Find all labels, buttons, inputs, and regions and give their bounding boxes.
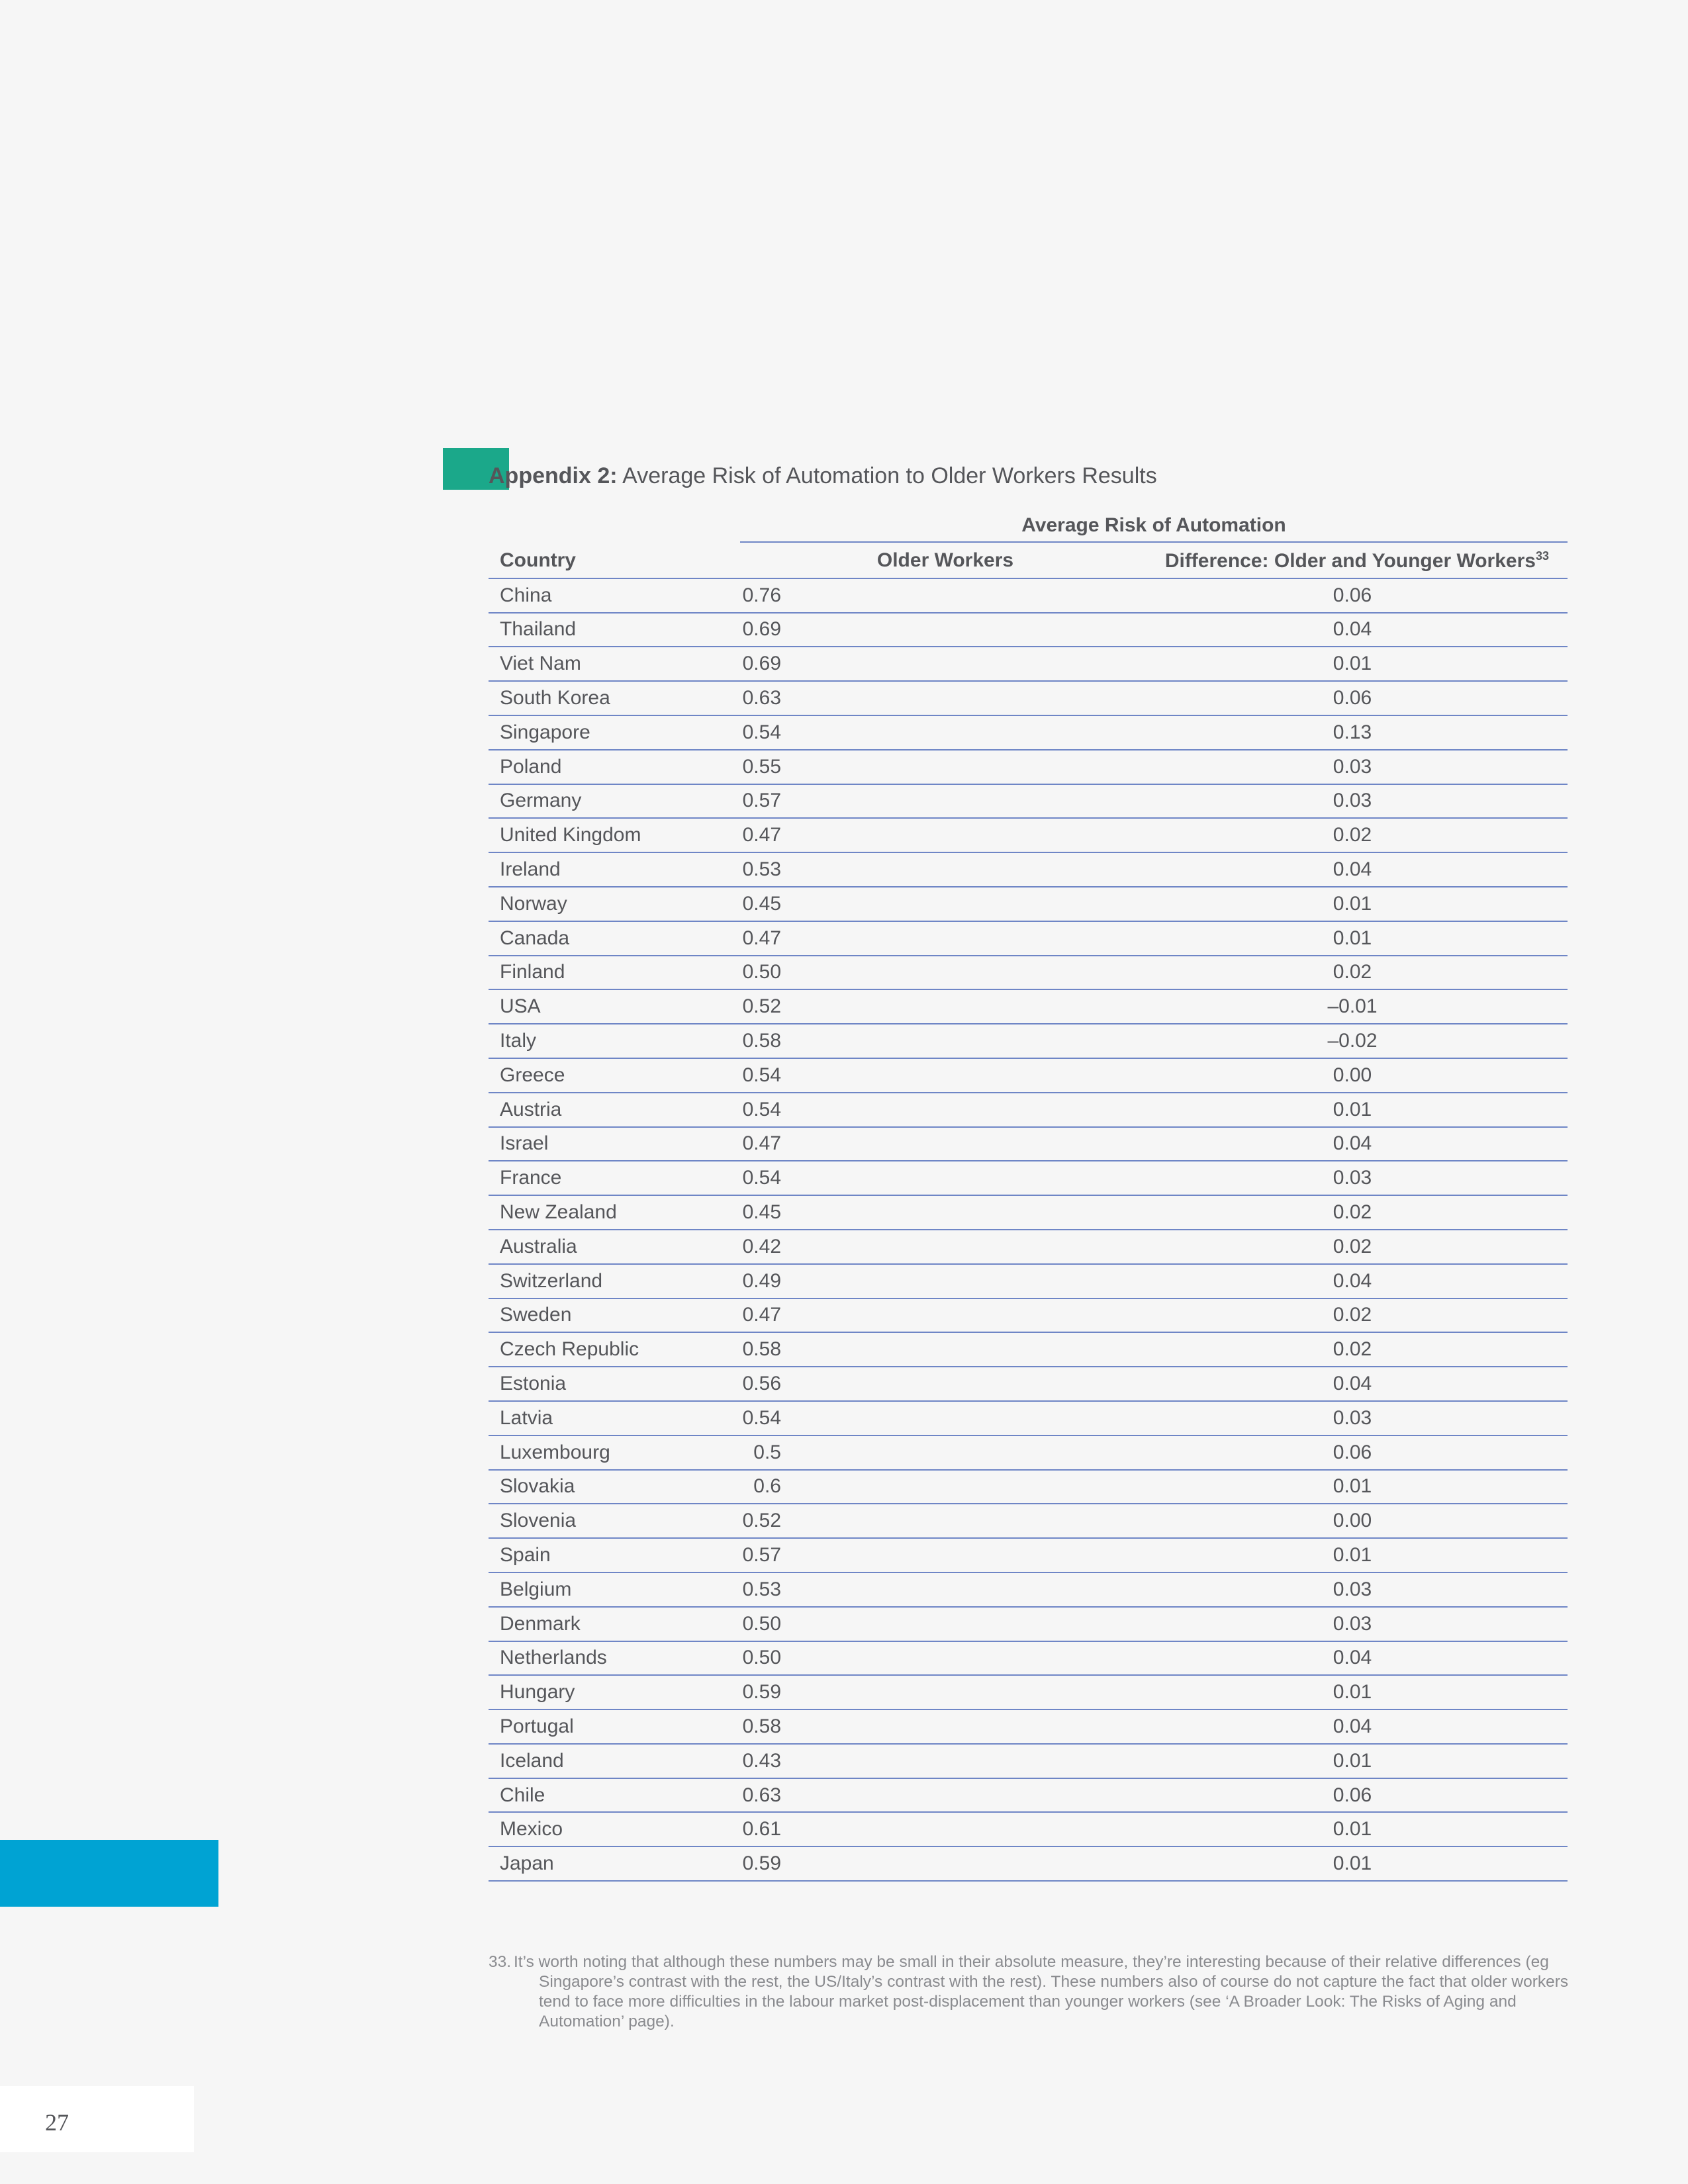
table-body: [489, 578, 1568, 1881]
table-row: [489, 1744, 1568, 1778]
cell-country: Iceland: [489, 1744, 740, 1778]
cell-difference: 0.01: [1150, 1675, 1568, 1709]
cell-difference: 0.04: [1150, 1264, 1568, 1298]
cell-country: Sweden: [489, 1298, 740, 1333]
cell-difference: 0.01: [1150, 647, 1568, 681]
table-row: [489, 750, 1568, 784]
cell-country: Israel: [489, 1127, 740, 1161]
cell-country: Australia: [489, 1230, 740, 1264]
cell-older-workers: 0.6: [740, 1470, 1150, 1504]
page-number-box: [0, 2086, 194, 2152]
cell-difference: 0.01: [1150, 1744, 1568, 1778]
cell-country: Latvia: [489, 1401, 740, 1435]
table-row: [489, 1675, 1568, 1709]
cell-country: Japan: [489, 1846, 740, 1881]
cell-country: Slovakia: [489, 1470, 740, 1504]
side-accent-bar: [0, 1840, 218, 1907]
cell-older-workers: 0.58: [740, 1709, 1150, 1744]
cell-difference: 0.02: [1150, 1298, 1568, 1333]
cell-country: France: [489, 1161, 740, 1195]
cell-older-workers: 0.54: [740, 1058, 1150, 1093]
cell-country: Norway: [489, 887, 740, 921]
table-row: [489, 613, 1568, 647]
cell-country: Slovenia: [489, 1504, 740, 1538]
cell-older-workers: 0.59: [740, 1846, 1150, 1881]
cell-country: Singapore: [489, 715, 740, 750]
cell-older-workers: 0.54: [740, 1093, 1150, 1127]
cell-difference: 0.04: [1150, 613, 1568, 647]
header-difference: [1150, 544, 1568, 578]
cell-older-workers: 0.45: [740, 887, 1150, 921]
table-row: [489, 715, 1568, 750]
cell-difference: 0.03: [1150, 1401, 1568, 1435]
table-row: [489, 1572, 1568, 1607]
table-header-row: [489, 544, 1568, 578]
cell-difference: 0.02: [1150, 818, 1568, 852]
cell-country: Italy: [489, 1024, 740, 1058]
appendix-title-lead: Appendix 2:: [489, 463, 618, 488]
cell-older-workers: 0.61: [740, 1812, 1150, 1846]
footnote-reference: 33: [1535, 549, 1549, 563]
table-row: [489, 784, 1568, 819]
cell-older-workers: 0.57: [740, 1538, 1150, 1572]
table-row: [489, 578, 1568, 613]
cell-older-workers: 0.69: [740, 613, 1150, 647]
cell-difference: 0.01: [1150, 887, 1568, 921]
table-row: [489, 1332, 1568, 1367]
cell-country: Luxembourg: [489, 1435, 740, 1470]
cell-country: Canada: [489, 921, 740, 956]
cell-country: Finland: [489, 956, 740, 990]
cell-difference: –0.02: [1150, 1024, 1568, 1058]
footnote: [489, 1952, 1574, 2032]
table-row: [489, 921, 1568, 956]
header-country: Country: [489, 544, 740, 578]
cell-difference: 0.03: [1150, 784, 1568, 819]
cell-difference: 0.03: [1150, 1572, 1568, 1607]
cell-difference: 0.04: [1150, 1709, 1568, 1744]
column-group-header: Average Risk of Automation: [740, 510, 1568, 543]
cell-difference: 0.01: [1150, 921, 1568, 956]
header-difference-label: Difference: Older and Younger Workers: [1164, 549, 1536, 572]
cell-older-workers: 0.69: [740, 647, 1150, 681]
cell-country: Switzerland: [489, 1264, 740, 1298]
cell-country: Mexico: [489, 1812, 740, 1846]
automation-risk-table: [489, 544, 1568, 1882]
cell-older-workers: 0.59: [740, 1675, 1150, 1709]
table-row: [489, 1709, 1568, 1744]
table-row: [489, 1401, 1568, 1435]
cell-older-workers: 0.50: [740, 1607, 1150, 1641]
cell-older-workers: 0.55: [740, 750, 1150, 784]
cell-country: Denmark: [489, 1607, 740, 1641]
table-row: [489, 1024, 1568, 1058]
header-older-workers: Older Workers: [740, 544, 1150, 578]
cell-country: Ireland: [489, 852, 740, 887]
table-row: [489, 1470, 1568, 1504]
cell-older-workers: 0.43: [740, 1744, 1150, 1778]
page-number: 27: [45, 2109, 69, 2136]
cell-country: Chile: [489, 1778, 740, 1813]
appendix-title: [489, 463, 1157, 489]
cell-older-workers: 0.53: [740, 1572, 1150, 1607]
cell-older-workers: 0.58: [740, 1024, 1150, 1058]
cell-older-workers: 0.47: [740, 921, 1150, 956]
cell-older-workers: 0.54: [740, 1161, 1150, 1195]
cell-difference: 0.01: [1150, 1470, 1568, 1504]
cell-older-workers: 0.5: [740, 1435, 1150, 1470]
table-row: [489, 681, 1568, 715]
cell-older-workers: 0.76: [740, 578, 1150, 613]
cell-difference: 0.01: [1150, 1846, 1568, 1881]
cell-older-workers: 0.47: [740, 818, 1150, 852]
table-row: [489, 1778, 1568, 1813]
cell-country: Thailand: [489, 613, 740, 647]
table-row: [489, 1264, 1568, 1298]
cell-country: Viet Nam: [489, 647, 740, 681]
cell-older-workers: 0.52: [740, 1504, 1150, 1538]
cell-country: Netherlands: [489, 1641, 740, 1676]
table-row: [489, 818, 1568, 852]
cell-country: New Zealand: [489, 1195, 740, 1230]
table-row: [489, 1058, 1568, 1093]
cell-country: United Kingdom: [489, 818, 740, 852]
cell-older-workers: 0.57: [740, 784, 1150, 819]
cell-difference: 0.13: [1150, 715, 1568, 750]
cell-older-workers: 0.50: [740, 1641, 1150, 1676]
cell-older-workers: 0.54: [740, 715, 1150, 750]
cell-older-workers: 0.47: [740, 1127, 1150, 1161]
cell-difference: 0.03: [1150, 750, 1568, 784]
table-row: [489, 1093, 1568, 1127]
cell-older-workers: 0.50: [740, 956, 1150, 990]
cell-difference: 0.03: [1150, 1161, 1568, 1195]
cell-country: Spain: [489, 1538, 740, 1572]
cell-country: China: [489, 578, 740, 613]
cell-country: Czech Republic: [489, 1332, 740, 1367]
cell-older-workers: 0.56: [740, 1367, 1150, 1401]
cell-country: Greece: [489, 1058, 740, 1093]
cell-country: Estonia: [489, 1367, 740, 1401]
cell-difference: 0.06: [1150, 681, 1568, 715]
cell-difference: 0.01: [1150, 1093, 1568, 1127]
table-row: [489, 647, 1568, 681]
cell-difference: 0.04: [1150, 1367, 1568, 1401]
cell-difference: 0.01: [1150, 1538, 1568, 1572]
cell-difference: 0.00: [1150, 1058, 1568, 1093]
cell-older-workers: 0.42: [740, 1230, 1150, 1264]
cell-older-workers: 0.47: [740, 1298, 1150, 1333]
cell-difference: 0.04: [1150, 1641, 1568, 1676]
cell-difference: 0.06: [1150, 1778, 1568, 1813]
table-row: [489, 1504, 1568, 1538]
cell-country: Belgium: [489, 1572, 740, 1607]
footnote-text: It’s worth noting that although these numbers may be small in their absolute measure, they’re interesting because of their relative differences (eg Singapore’s contrast with the rest, the US/Italy’s contrast with the rest). These numbers also of course do not capture the fact that older workers tend to face more difficulties in the labour market post-displacement than younger workers (see ‘A Broader Look: The Risks of Aging and Automation’ page).: [514, 1953, 1569, 2030]
cell-country: USA: [489, 989, 740, 1024]
cell-difference: 0.06: [1150, 578, 1568, 613]
cell-difference: 0.02: [1150, 1230, 1568, 1264]
table-row: [489, 852, 1568, 887]
cell-difference: –0.01: [1150, 989, 1568, 1024]
cell-country: Hungary: [489, 1675, 740, 1709]
appendix-title-text: Average Risk of Automation to Older Workers Results: [622, 463, 1157, 488]
cell-difference: 0.02: [1150, 1332, 1568, 1367]
table-row: [489, 1846, 1568, 1881]
cell-older-workers: 0.52: [740, 989, 1150, 1024]
cell-difference: 0.04: [1150, 1127, 1568, 1161]
cell-country: Poland: [489, 750, 740, 784]
cell-country: Portugal: [489, 1709, 740, 1744]
cell-country: South Korea: [489, 681, 740, 715]
table-row: [489, 1161, 1568, 1195]
cell-older-workers: 0.45: [740, 1195, 1150, 1230]
cell-difference: 0.03: [1150, 1607, 1568, 1641]
table-row: [489, 1641, 1568, 1676]
table-row: [489, 1538, 1568, 1572]
cell-difference: 0.02: [1150, 1195, 1568, 1230]
cell-older-workers: 0.54: [740, 1401, 1150, 1435]
table-row: [489, 1435, 1568, 1470]
cell-older-workers: 0.58: [740, 1332, 1150, 1367]
table-row: [489, 887, 1568, 921]
table-row: [489, 956, 1568, 990]
cell-older-workers: 0.49: [740, 1264, 1150, 1298]
table-row: [489, 1127, 1568, 1161]
table-row: [489, 1812, 1568, 1846]
table-row: [489, 1195, 1568, 1230]
table-row: [489, 1230, 1568, 1264]
table-row: [489, 1298, 1568, 1333]
cell-difference: 0.01: [1150, 1812, 1568, 1846]
cell-difference: 0.04: [1150, 852, 1568, 887]
table-row: [489, 989, 1568, 1024]
footnote-number: 33.: [489, 1953, 512, 1971]
cell-difference: 0.06: [1150, 1435, 1568, 1470]
cell-country: Germany: [489, 784, 740, 819]
cell-older-workers: 0.63: [740, 1778, 1150, 1813]
cell-difference: 0.02: [1150, 956, 1568, 990]
cell-older-workers: 0.63: [740, 681, 1150, 715]
cell-country: Austria: [489, 1093, 740, 1127]
cell-older-workers: 0.53: [740, 852, 1150, 887]
table-row: [489, 1367, 1568, 1401]
cell-difference: 0.00: [1150, 1504, 1568, 1538]
table-row: [489, 1607, 1568, 1641]
